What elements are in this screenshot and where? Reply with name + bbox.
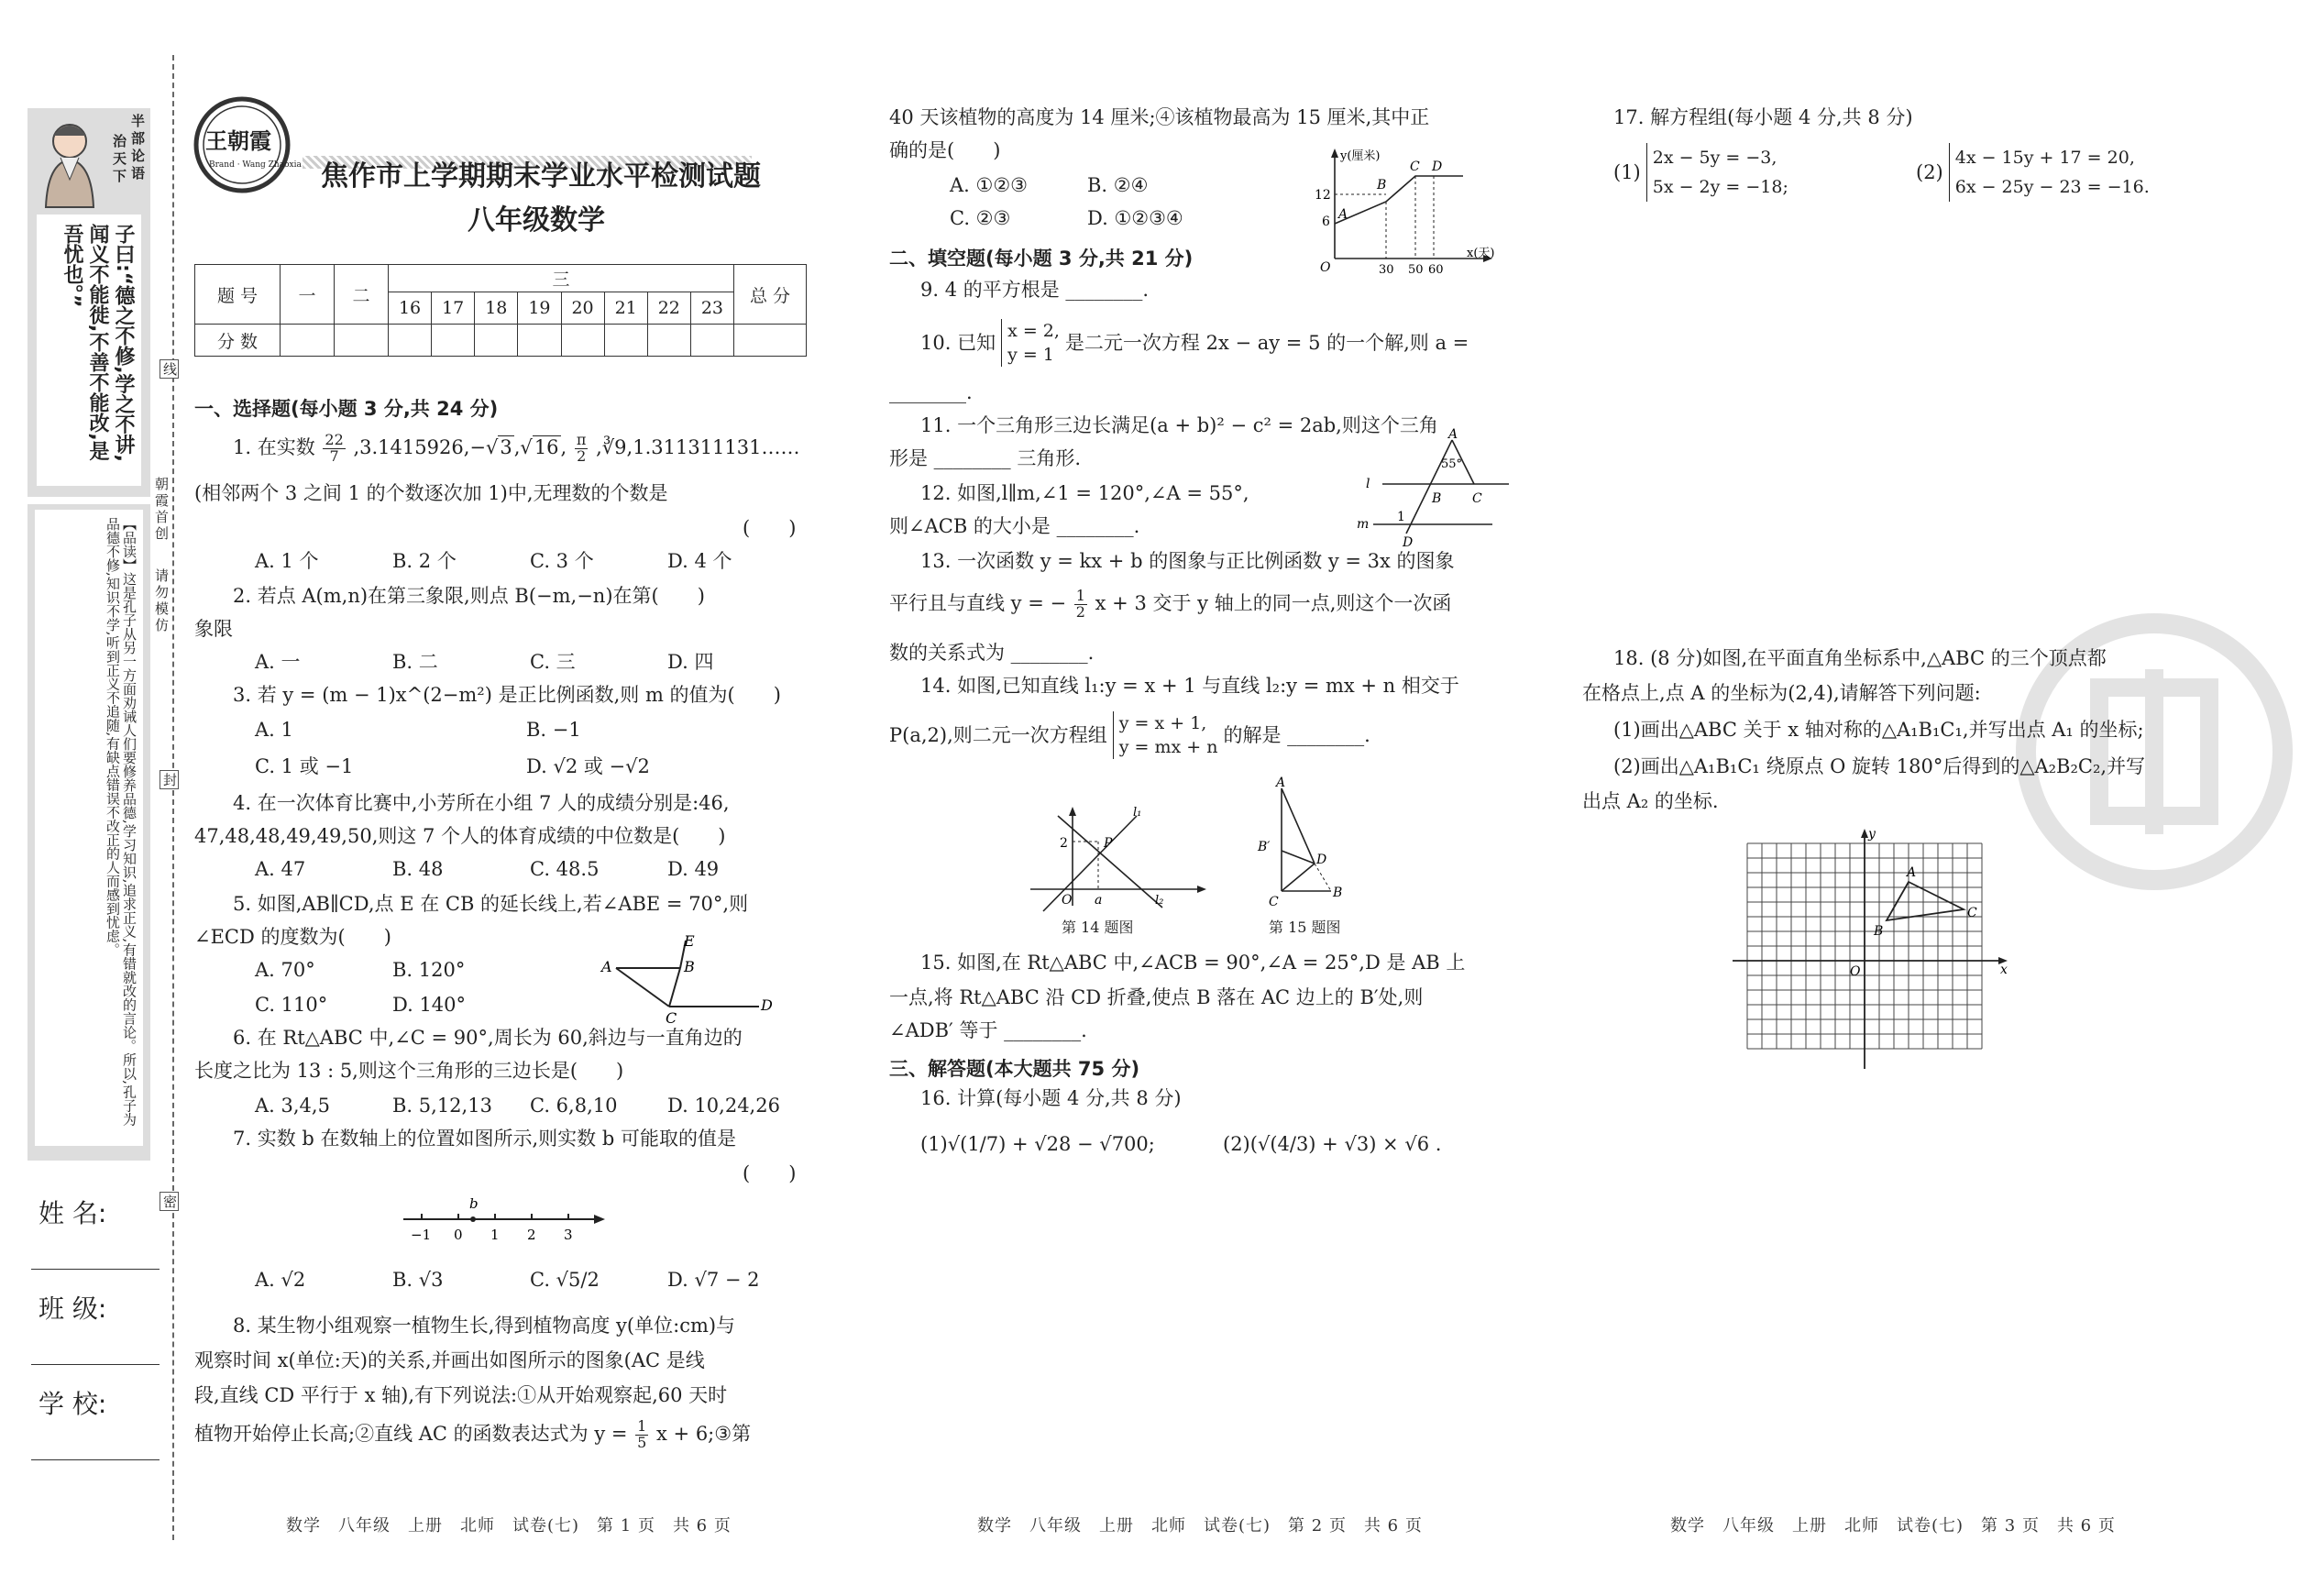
q13-frac-den: 2	[1075, 602, 1085, 621]
q16-part2: (2)(√(4/3) + √3) × √6 .	[1223, 1133, 1442, 1155]
exam-title: 焦作市上学期期末学业水平检测试题	[321, 160, 761, 193]
q17-part2	[1916, 143, 2150, 202]
q1-frac2-num: π	[576, 431, 587, 448]
q8-frac	[635, 1419, 648, 1451]
reading-text: 【品读】这是孔子从另一方面劝诫人们要修养品德,学习知识,追求正义,有错就改的言论。所以,孔子为品德不修,知识不学,听到正义不追随,有缺点错误不改正的人而感到忧虑。	[105, 517, 138, 1127]
q8-graph-xlabel: x(天)	[1467, 247, 1495, 260]
q13-frac	[1074, 589, 1087, 621]
score-cell[interactable]	[432, 325, 475, 357]
q8-cont-line1: 40 天该植物的高度为 14 厘米;④该植物最高为 15 厘米,其中正	[889, 106, 1430, 128]
q7-tick-label: 3	[564, 1227, 573, 1243]
q5-options-row1	[255, 961, 530, 980]
q7-options	[255, 1271, 805, 1290]
q1-options	[255, 552, 805, 571]
class-field[interactable]	[31, 1364, 160, 1365]
q1-paren: ( )	[743, 517, 797, 539]
q17-2-eq1: 4x − 15y + 17 = 20,	[1954, 148, 2135, 168]
score-cell[interactable]	[389, 325, 432, 357]
fig14-label: 2	[1060, 836, 1068, 851]
fig15-label: C	[1269, 895, 1279, 909]
q4-option-b[interactable]: B. 48	[392, 858, 444, 880]
q8-graph-xtick: 30	[1379, 263, 1394, 277]
q10-system	[1001, 319, 1060, 367]
q1-a: 1. 在实数	[233, 435, 315, 458]
q6-options	[255, 1096, 805, 1116]
q13-frac-num: 1	[1075, 587, 1085, 604]
col-total: 总 分	[734, 265, 807, 325]
section-1-heading: 一、选择题(每小题 3 分,共 24 分)	[194, 398, 499, 420]
q2-line2: 象限	[194, 618, 233, 640]
q4-option-d[interactable]: D. 49	[667, 858, 720, 880]
q8-line4-a: 植物开始停止长高;②直线 AC 的函数表达式为 y =	[194, 1422, 628, 1445]
q1-frac1	[323, 433, 345, 465]
q2-options	[255, 653, 805, 672]
q5-line2: ∠ECD 的度数为( )	[194, 926, 391, 948]
q5-options-row2	[255, 996, 530, 1015]
q11-line2: 形是 ________ 三角形.	[889, 447, 1082, 469]
name-label: 姓 名:	[39, 1198, 107, 1228]
q6-option-c[interactable]: C. 6,8,10	[530, 1095, 618, 1117]
q14-system	[1113, 711, 1218, 759]
q12-line1: 12. 如图,l∥m,∠1 = 120°,∠A = 55°,	[920, 482, 1249, 504]
q10-a: 10. 已知	[920, 331, 996, 354]
q8-graph-xtick: 50	[1408, 263, 1424, 277]
q14-eq1: y = x + 1,	[1118, 713, 1207, 733]
q13-line1: 13. 一次函数 y = kx + b 的图象与正比例函数 y = 3x 的图象	[920, 550, 1455, 572]
q3-option-b[interactable]: B. −1	[526, 719, 581, 741]
fig15-label: D	[1316, 853, 1327, 867]
q5-label-d: D	[761, 996, 773, 1014]
q2-option-c[interactable]: C. 三	[530, 651, 576, 673]
fig14-label: l₁	[1133, 806, 1142, 820]
q8-line2: 观察时间 x(单位:天)的关系,并画出如图所示的图象(AC 是线	[194, 1349, 705, 1371]
col-one: 一	[281, 265, 335, 325]
q11-line1: 11. 一个三角形三边长满足(a + b)² − c² = 2ab,则这个三角	[920, 414, 1438, 436]
q8-graph-point: A	[1338, 207, 1348, 222]
q4-option-c[interactable]: C. 48.5	[530, 858, 600, 880]
q1-line2: (相邻两个 3 之间 1 的个数逐次加 1)中,无理数的个数是	[194, 482, 668, 504]
col-three: 三	[389, 265, 734, 292]
q12-label-1: 1	[1397, 510, 1405, 524]
q10-line1	[920, 319, 1469, 367]
q7-paren: ( )	[743, 1162, 797, 1184]
q5-option-a[interactable]: A. 70°	[255, 959, 315, 981]
q16-part1: (1)√(1/7) + √28 − √700;	[920, 1133, 1155, 1155]
q18-line5: 出点 A₂ 的坐标.	[1582, 790, 1719, 812]
fig14-label: l₂	[1155, 894, 1164, 908]
q4-line1: 4. 在一次体育比赛中,小芳所在小组 7 人的成绩分别是:46,	[233, 792, 730, 814]
q15-line3: ∠ADB′ 等于 ________.	[889, 1019, 1087, 1041]
q3-option-a[interactable]: A. 1	[255, 719, 293, 741]
score-table	[194, 264, 807, 357]
q12-label-a: A	[1448, 427, 1458, 442]
q7-option-b[interactable]: B. √3	[392, 1269, 444, 1291]
score-cell[interactable]	[647, 325, 690, 357]
score-cell[interactable]	[335, 325, 389, 357]
copyright-2: 请勿模仿	[153, 568, 170, 634]
q6-option-d[interactable]: D. 10,24,26	[667, 1095, 780, 1117]
grid-label-c: C	[1967, 906, 1977, 920]
q5-option-d[interactable]: D. 140°	[392, 994, 467, 1016]
q8-graph-ylabel: y(厘米)	[1340, 149, 1381, 163]
q1-option-d[interactable]: D. 4 个	[667, 550, 732, 572]
q13-line3: 数的关系式为 ________.	[889, 642, 1095, 664]
q3-line1: 3. 若 y = (m − 1)x^(2−m²) 是正比例函数,则 m 的值为( )	[233, 684, 781, 706]
score-cell[interactable]	[561, 325, 604, 357]
q1-f: ,	[560, 435, 567, 458]
fig15-label: A	[1276, 776, 1286, 790]
q1-option-c[interactable]: C. 3 个	[530, 550, 594, 572]
class-label: 班 级:	[39, 1293, 107, 1324]
q2-option-a[interactable]: A. 一	[255, 651, 301, 673]
q5-option-c[interactable]: C. 110°	[255, 994, 328, 1016]
q17-system2	[1949, 143, 2150, 202]
motto-small-1: 半部论语	[129, 114, 146, 183]
confucius-portrait	[33, 116, 106, 207]
score-cell[interactable]	[518, 325, 561, 357]
sidebar	[28, 108, 150, 1162]
q8-graph-point: D	[1432, 160, 1443, 174]
school-label: 学 校:	[39, 1389, 107, 1419]
q2-option-b[interactable]: B. 二	[392, 651, 438, 673]
q10-line2: ________.	[889, 381, 973, 403]
score-cell[interactable]	[690, 325, 733, 357]
score-cell[interactable]	[281, 325, 335, 357]
q8-line3: 段,直线 CD 平行于 x 轴),有下列说法:①从开始观察起,60 天时	[194, 1384, 728, 1406]
q5-label-c: C	[666, 1009, 677, 1027]
binding-seal-xian: 线	[160, 359, 179, 379]
section-2-heading: 二、填空题(每小题 3 分,共 21 分)	[889, 248, 1194, 270]
motto-small-2: 治天下	[111, 134, 127, 186]
q12-label-l: l	[1366, 477, 1370, 491]
fig15-label: B	[1333, 886, 1343, 900]
q7-option-a[interactable]: A. √2	[255, 1269, 306, 1291]
q18-line4: (2)画出△A₁B₁C₁ 绕原点 O 旋转 180°后得到的△A₂B₂C₂,并写	[1613, 755, 2146, 777]
q10-eq2: y = 1	[1007, 345, 1054, 365]
fig14-caption: 第 14 题图	[1062, 919, 1134, 936]
q18-line1: 18. (8 分)如图,在平面直角坐标系中,△ABC 的三个顶点都	[1613, 647, 2107, 669]
q8-frac-num: 1	[637, 1417, 647, 1435]
row-label-score: 分 数	[195, 325, 281, 357]
grid-label-a: A	[1907, 865, 1917, 880]
q16-heading: 16. 计算(每小题 4 分,共 8 分)	[920, 1087, 1182, 1109]
sub-col: 23	[690, 292, 733, 325]
exam-subtitle: 八年级数学	[468, 204, 605, 237]
q8-option-b[interactable]: B. ②④	[1087, 174, 1149, 196]
grid-label-o: O	[1850, 964, 1861, 979]
q17-part1-label: (1)	[1613, 160, 1641, 183]
q8-graph-ytick: 12	[1315, 188, 1331, 203]
q10-eq1: x = 2,	[1007, 321, 1060, 341]
q6-option-b[interactable]: B. 5,12,13	[392, 1095, 492, 1117]
q8-line4	[194, 1419, 751, 1451]
sub-col: 21	[604, 292, 647, 325]
q5-figure	[596, 931, 779, 1027]
quote-text: 子曰:“德之不修,学之不讲,闻义不能徙,不善不能改,是吾忧也。”	[61, 224, 135, 462]
q17-1-eq1: 2x − 5y = −3,	[1652, 148, 1777, 168]
q2-option-d[interactable]: D. 四	[667, 651, 714, 673]
q1-frac1-num: 22	[325, 431, 344, 448]
q7-tick-label: −1	[411, 1227, 432, 1243]
sub-col: 18	[475, 292, 518, 325]
q14-line1: 14. 如图,已知直线 l₁:y = x + 1 与直线 l₂:y = mx + n 相交于	[920, 675, 1459, 697]
footer-page2: 数学 八年级 上册 北师 试卷(七) 第 2 页 共 6 页	[977, 1516, 1423, 1535]
q3-option-d[interactable]: D. √2 或 −√2	[526, 755, 650, 777]
q8-line4-b: x + 6;③第	[656, 1422, 752, 1445]
q12-label-c: C	[1472, 491, 1482, 506]
q8-graph-xtick: 60	[1428, 263, 1444, 277]
brand-name: 王朝霞	[205, 127, 271, 154]
q1-e: 16	[534, 435, 559, 458]
sub-col: 17	[432, 292, 475, 325]
q6-line2: 长度之比为 13 : 5,则这个三角形的三边长是( )	[194, 1060, 624, 1082]
col-two: 二	[335, 265, 389, 325]
q8-graph	[1313, 145, 1505, 277]
q1-frac1-den: 7	[329, 446, 339, 465]
q14-line2-b: 的解是 ________.	[1223, 723, 1370, 746]
q7-b-label: b	[469, 1195, 479, 1212]
sub-col: 16	[389, 292, 432, 325]
score-cell[interactable]	[734, 325, 807, 357]
q8-option-c[interactable]: C. ②③	[950, 207, 1011, 229]
q3-options-row1	[255, 721, 664, 740]
binding-seal-feng: 封	[160, 770, 179, 789]
brand-sub: Brand · Wang Zhaoxia	[209, 160, 302, 170]
q17-2-eq2: 6x − 25y − 23 = −16.	[1954, 177, 2150, 197]
q1-option-a[interactable]: A. 1 个	[255, 550, 319, 572]
score-cell[interactable]	[604, 325, 647, 357]
q8-cont-line2: 确的是( )	[889, 139, 1001, 161]
score-cell[interactable]	[475, 325, 518, 357]
q14-eq2: y = mx + n	[1118, 737, 1218, 757]
section-3-heading: 三、解答题(本大题共 75 分)	[889, 1058, 1140, 1080]
q8-frac-den: 5	[637, 1433, 647, 1451]
grid-label-y: y	[1868, 827, 1876, 842]
fig14	[1027, 805, 1210, 915]
q1-d: ,	[513, 435, 521, 458]
q1-option-b[interactable]: B. 2 个	[392, 550, 457, 572]
footer-page1: 数学 八年级 上册 北师 试卷(七) 第 1 页 共 6 页	[286, 1516, 732, 1535]
q1-line1: 1. 在实数 $\frac{22}{7}$ ,3.1415926,−√3,√16, $\frac{\pi}{2}$ ,∛9,1.311311131……	[233, 431, 800, 465]
sub-col: 19	[518, 292, 561, 325]
q1-b: ,3.1415926,−	[353, 435, 486, 458]
row-label-number: 题 号	[195, 265, 281, 325]
q17-part1	[1613, 143, 1788, 202]
q7-tick-label: 2	[527, 1227, 536, 1243]
q8-graph-point: C	[1410, 160, 1420, 174]
q7-tick-label: 1	[490, 1227, 500, 1243]
grid-label-x: x	[2000, 963, 2008, 977]
reading-box	[28, 504, 150, 1161]
q5-line1: 5. 如图,AB∥CD,点 E 在 CB 的延长线上,若∠ABE = 70°,则	[233, 893, 749, 915]
q12-line2: 则∠ACB 的大小是 ________.	[889, 515, 1140, 537]
grid-label-b: B	[1874, 924, 1884, 939]
q13-line2	[889, 589, 1451, 621]
q8-line1: 8. 某生物小组观察一植物生长,得到植物高度 y(单位:cm)与	[233, 1315, 736, 1337]
q7-option-d[interactable]: D. √7 − 2	[667, 1269, 760, 1291]
sub-col: 22	[647, 292, 690, 325]
q9: 9. 4 的平方根是 ________.	[920, 279, 1150, 301]
q14-line2-a: P(a,2),则二元一次方程组	[889, 723, 1107, 746]
q2-line1: 2. 若点 A(m,n)在第三象限,则点 B(−m,−n)在第( )	[233, 585, 705, 607]
sub-col: 20	[561, 292, 604, 325]
q1-g: ,∛9,1.311311131……	[596, 435, 800, 458]
q18-grid	[1729, 825, 2013, 1073]
q3-options-row2	[255, 757, 710, 776]
q10-b: 是二元一次方程 2x − ay = 5 的一个解,则 a =	[1064, 331, 1469, 354]
q1-frac2-den: 2	[577, 446, 587, 465]
school-field[interactable]	[31, 1459, 160, 1460]
q12-figure	[1355, 429, 1511, 548]
q13-line2-a: 平行且与直线 y = −	[889, 591, 1067, 614]
q6-line1: 6. 在 Rt△ABC 中,∠C = 90°,周长为 60,斜边与一直角边的	[233, 1027, 743, 1049]
q1-c: 3	[500, 435, 512, 458]
q4-line2: 47,48,48,49,49,50,则这 7 个人的体育成绩的中位数是( )	[194, 825, 726, 847]
q13-line2-b: x + 3 交于 y 轴上的同一点,则这个一次函	[1095, 591, 1452, 614]
binding-seal-mi: 密	[160, 1192, 179, 1211]
q7-line1: 7. 实数 b 在数轴上的位置如图所示,则实数 b 可能取的值是	[233, 1128, 736, 1150]
fig14-label: P	[1104, 836, 1113, 851]
copyright-1: 朝霞首创	[153, 477, 170, 543]
fig15-label: B′	[1258, 840, 1271, 854]
fig14-label: O	[1062, 893, 1073, 908]
footer-page3: 数学 八年级 上册 北师 试卷(七) 第 3 页 共 6 页	[1670, 1516, 2116, 1535]
q12-label-angle: 55°	[1441, 457, 1463, 471]
binding-line	[172, 55, 174, 1540]
fig15-caption: 第 15 题图	[1269, 919, 1341, 936]
q1-frac2	[575, 433, 589, 465]
name-field[interactable]	[31, 1269, 160, 1270]
q8-options-row1	[950, 176, 1225, 195]
q12-label-b: B	[1432, 491, 1442, 506]
q15-line2: 一点,将 Rt△ABC 沿 CD 折叠,使点 B 落在 AC 边上的 B′处,则	[889, 986, 1424, 1008]
q7-number-line	[394, 1192, 605, 1247]
q4-options	[255, 860, 805, 879]
q12-label-m: m	[1357, 517, 1370, 532]
q5-label-e: E	[684, 932, 695, 950]
q8-graph-ytick: 6	[1322, 215, 1330, 229]
q14-line2	[889, 711, 1370, 759]
q12-label-d: D	[1403, 535, 1414, 550]
q17-heading: 17. 解方程组(每小题 4 分,共 8 分)	[1613, 106, 1913, 128]
q6-option-a[interactable]: A. 3,4,5	[255, 1095, 330, 1117]
sidebar-header-box	[28, 108, 150, 211]
q8-graph-point: B	[1377, 178, 1387, 193]
q8-options-row2	[950, 209, 1225, 228]
q5-label-a: A	[601, 958, 612, 975]
q18-line2: 在格点上,点 A 的坐标为(2,4),请解答下列问题:	[1582, 682, 1981, 704]
q8-graph-origin: O	[1320, 260, 1331, 275]
q15-line1: 15. 如图,在 Rt△ABC 中,∠ACB = 90°,∠A = 25°,D 是 AB 上	[920, 952, 1466, 974]
q8-option-d[interactable]: D. ①②③④	[1087, 207, 1183, 229]
quote-box	[28, 211, 150, 497]
q7-tick-label: 0	[454, 1227, 463, 1243]
fig15	[1254, 777, 1364, 915]
q7-option-c[interactable]: C. √5/2	[530, 1269, 600, 1291]
q17-system1	[1646, 143, 1788, 202]
q18-line3: (1)画出△ABC 关于 x 轴对称的△A₁B₁C₁,并写出点 A₁ 的坐标;	[1613, 719, 2144, 741]
q3-option-c[interactable]: C. 1 或 −1	[255, 755, 354, 777]
fig14-label: a	[1095, 893, 1103, 908]
q5-label-b: B	[684, 958, 695, 975]
q17-1-eq2: 5x − 2y = −18;	[1652, 177, 1788, 197]
q5-option-b[interactable]: B. 120°	[392, 959, 466, 981]
q8-option-a[interactable]: A. ①②③	[950, 174, 1028, 196]
q4-option-a[interactable]: A. 47	[255, 858, 306, 880]
q17-part2-label: (2)	[1916, 160, 1943, 183]
